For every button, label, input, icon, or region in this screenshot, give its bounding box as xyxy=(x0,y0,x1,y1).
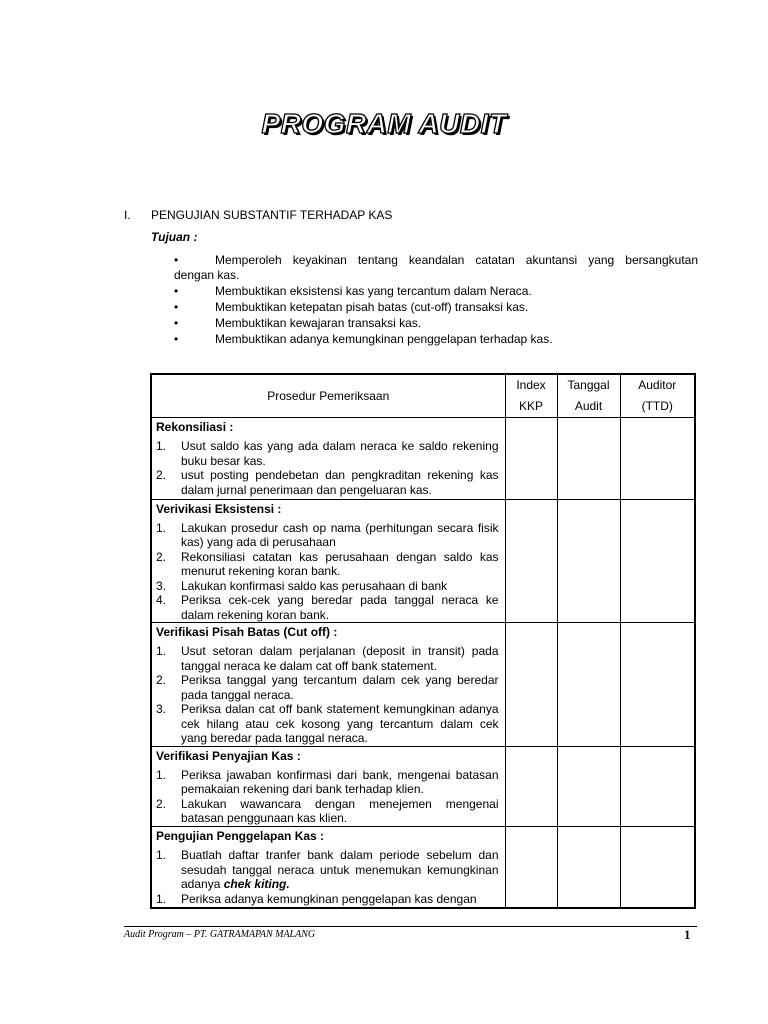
list-item: 1. Usut saldo kas yang ada dalam neraca ke saldo rekening buku besar kas. xyxy=(156,439,499,468)
date-cell[interactable] xyxy=(557,418,620,500)
header-procedure: Prosedur Pemeriksaan xyxy=(151,374,505,418)
list-item: 1. Periksa adanya kemungkinan penggelapan kas dengan xyxy=(156,891,477,906)
objective-item xyxy=(174,332,698,347)
list-item: 3. Lakukan konfirmasi saldo kas perusahaan di bank xyxy=(156,578,448,593)
list-item: 1. Usut setoran dalam perjalanan (deposit in transit) pada tanggal neraca ke dalam cat off bank statement. xyxy=(156,644,499,673)
list-item: 1. Lakukan prosedur cash op nama (perhitungan secara fisik kas) yang ada di perusahaan xyxy=(156,520,499,549)
group-procedures xyxy=(151,846,505,908)
objective-text: Membuktikan eksistensi kas yang tercantum dalam Neraca. xyxy=(215,283,532,298)
section-number: I. xyxy=(124,208,131,222)
objective-item xyxy=(174,300,698,315)
index-cell[interactable] xyxy=(505,499,557,623)
objective-item xyxy=(174,316,698,331)
auditor-cell[interactable] xyxy=(620,746,695,827)
auditor-cell[interactable] xyxy=(620,418,695,500)
list-item: 1. Periksa jawaban konfirmasi dari bank, mengenai batasan pemakaian rekening dari bank terhadap klien. xyxy=(156,767,499,796)
table-row xyxy=(151,746,695,766)
objective-text: Membuktikan adanya kemungkinan penggelapan terhadap kas. xyxy=(215,331,553,346)
emphasis-text: chek kiting. xyxy=(223,877,290,891)
table-row xyxy=(151,623,695,643)
list-item: 2. usut posting pendebetan dan pengkraditan rekening kas dalam jurnal penerimaan dan pengeluaran kas. xyxy=(156,468,499,497)
objectives-label: Tujuan : xyxy=(151,230,198,244)
group-title: Verifikasi Pisah Batas (Cut off) : xyxy=(151,623,505,643)
table-row xyxy=(151,827,695,847)
group-procedures xyxy=(151,437,505,499)
footer-caption: Audit Program – PT. GATRAMAPAN MALANG xyxy=(124,929,316,940)
group-procedures xyxy=(151,766,505,827)
index-cell[interactable] xyxy=(505,623,557,747)
header-index: Index KKP xyxy=(505,374,557,418)
list-item: 4. Periksa cek-cek yang beredar pada tanggal neraca ke dalam rekening koran bank. xyxy=(156,593,499,622)
objective-text: Memperoleh keyakinan tentang keandalan catatan akuntansi yang bersangkutan xyxy=(215,253,698,267)
index-cell[interactable] xyxy=(505,746,557,827)
group-procedures xyxy=(151,519,505,623)
objective-text: Membuktikan kewajaran transaksi kas. xyxy=(215,315,422,330)
auditor-cell[interactable] xyxy=(620,499,695,623)
list-item: 2. Lakukan wawancara dengan menejemen mengenai batasan penggunaan kas klien. xyxy=(156,796,499,825)
table-row xyxy=(151,418,695,438)
auditor-cell[interactable] xyxy=(620,827,695,909)
objective-item xyxy=(174,284,698,299)
objectives-list xyxy=(174,253,698,348)
list-item: 1. Buatlah daftar tranfer bank dalam periode sebelum dan sesudah tanggal neraca untuk menemukan kemungkinan adanya chek kiting. xyxy=(156,848,499,891)
date-cell[interactable] xyxy=(557,623,620,747)
date-cell[interactable] xyxy=(557,827,620,909)
section-title: PENGUJIAN SUBSTANTIF TERHADAP KAS xyxy=(151,208,393,222)
list-item: 2. Periksa tanggal yang tercantum dalam cek yang beredar pada tanggal neraca. xyxy=(156,673,499,702)
bullet-icon: • xyxy=(174,299,179,314)
index-cell[interactable] xyxy=(505,418,557,500)
auditor-cell[interactable] xyxy=(620,623,695,747)
index-cell[interactable] xyxy=(505,827,557,909)
table-row xyxy=(151,499,695,519)
header-date: Tanggal Audit xyxy=(557,374,620,418)
objective-text-continued: dengan kas. xyxy=(174,267,240,282)
bullet-icon: • xyxy=(174,283,179,298)
bullet-icon: • xyxy=(174,253,179,267)
group-title: Verifikasi Penyajian Kas : xyxy=(151,746,505,766)
group-title: Rekonsiliasi : xyxy=(151,418,505,438)
group-title: Verivikasi Eksistensi : xyxy=(151,499,505,519)
date-cell[interactable] xyxy=(557,746,620,827)
group-title: Pengujian Penggelapan Kas : xyxy=(151,827,505,847)
section-heading xyxy=(124,208,392,222)
table-header-row xyxy=(151,374,695,418)
bullet-icon: • xyxy=(174,331,179,346)
objective-item xyxy=(174,253,698,282)
list-item: 2. Rekonsiliasi catatan kas perusahaan dengan saldo kas menurut rekening koran bank. xyxy=(156,549,499,578)
page-number: 1 xyxy=(684,927,691,942)
group-procedures xyxy=(151,642,505,746)
list-item: 3. Periksa dalan cat off bank statement kemungkinan adanya cek hilang atau cek kosong yang tercantum dalam cek yang beredar pada tanggal neraca. xyxy=(156,702,499,745)
audit-procedure-table xyxy=(150,373,696,909)
document-title: PROGRAM AUDIT xyxy=(261,108,507,139)
header-auditor: Auditor (TTD) xyxy=(620,374,695,418)
footer-divider xyxy=(124,926,697,927)
objective-text: Membuktikan ketepatan pisah batas (cut-off) transaksi kas. xyxy=(215,299,529,314)
date-cell[interactable] xyxy=(557,499,620,623)
bullet-icon: • xyxy=(174,315,179,330)
